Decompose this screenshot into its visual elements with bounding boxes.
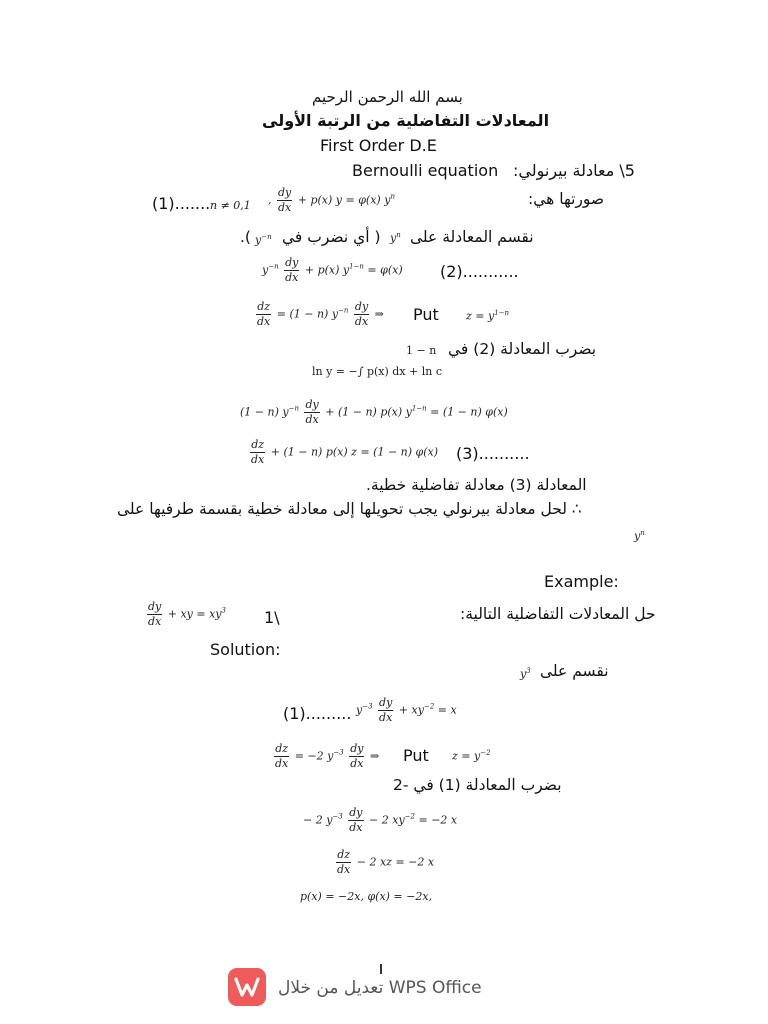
multiply-note-end: ).: [240, 228, 251, 246]
section-title-arabic: 5\ معادلة بيرنولي:: [513, 161, 635, 180]
equation-1-tag: (1).......: [152, 194, 211, 213]
multiplier-one-minus-n: 1 − n: [406, 344, 437, 357]
basmala: بسم الله الرحمن الرحيم: [312, 88, 463, 106]
wps-footer[interactable]: [228, 966, 498, 1010]
divide-by-term: $y^3$: [520, 667, 531, 681]
dz-dx-relation: $\frac{dz}{dx}$ = (1 − n) $y^{-n}$ $\frac{dy}{dx}$ ⇒: [257, 300, 384, 328]
substitution: $z = y^{1-n}$: [466, 309, 510, 323]
therefore-statement: ∴ لحل معادلة بيرنولي يجب تحويلها إلى معادلة خطية بقسمة طرفيها على: [117, 500, 582, 518]
example-put-label: Put: [403, 746, 429, 765]
equation-3-tag: (3)..........: [456, 444, 530, 463]
wps-logo-icon: [228, 968, 266, 1006]
form-label: صورتها هي:: [528, 190, 605, 208]
example-equation: $\frac{dy}{dx}$ + xy = $xy^3$: [148, 600, 226, 628]
multiply-statement: بضرب المعادلة (2) في: [448, 340, 597, 358]
multiplied-equation: (1 − n) $y^{-n}$ $\frac{dy}{dx}$ + (1 − n) p(x) $y^{1-n} = (1 - n)$ φ(x): [240, 398, 508, 426]
linear-statement: المعادلة (3) معادلة تفاضلية خطية.: [366, 476, 587, 494]
put-label: Put: [413, 305, 439, 324]
multiply-note: ( أي نضرب في: [282, 228, 381, 246]
document-title-english: First Order D.E: [320, 136, 437, 155]
example-p-phi: p(x) = −2x, φ(x) = −2x,: [300, 890, 433, 903]
example-multiply-statement: بضرب المعادلة (1) في -2: [393, 776, 562, 794]
example-linear-eq: $\frac{dz}{dx}$ − 2 xz = −2 x: [337, 848, 435, 876]
example-substitution: $z = y^{-2}$: [452, 749, 491, 763]
example-dz-relation: $\frac{dz}{dx}$ = −2 $y^{-3}$ $\frac{dy}{dx}$ ⇒: [275, 742, 380, 770]
divide-by-statement: نقسم على: [540, 662, 609, 680]
equation-2: $y^{-n}$ $\frac{dy}{dx}$ + p(x) $y^{1-n} = \varphi(x)$: [262, 256, 403, 284]
wps-edit-link[interactable]: تعديل من خلال WPS Office: [278, 978, 482, 998]
equation-2-tag: (2)...........: [440, 262, 519, 281]
bernoulli-general-form: , $\frac{dy}{dx}$ + p(x) y = φ(x) $y^n$: [268, 186, 395, 214]
example-multiplied-eq: − 2 $y^{-3}$ $\frac{dy}{dx}$ − 2 $xy^{-2} = -2$ x: [303, 806, 458, 834]
divide-term: $y^n$: [390, 231, 401, 245]
equation-1-condition: n ≠ 0,1: [210, 199, 251, 212]
example-number: 1\: [264, 608, 280, 627]
example-eq1-tag: (1).........: [283, 704, 352, 723]
integrating-note: ln y = −∫ p(x) dx + ln c: [312, 365, 443, 378]
example-eq1: $y^{-3}$ $\frac{dy}{dx}$ + $xy^{-2} = x$: [356, 696, 457, 724]
solve-statement: حل المعادلات التفاضلية التالية:: [460, 605, 656, 623]
solution-label: Solution:: [210, 640, 281, 659]
y-power-n: $y^n$: [634, 529, 645, 543]
document-title-arabic: المعادلات التفاضلية من الرتبة الأولى: [262, 111, 550, 130]
section-title-english: Bernoulli equation: [352, 161, 499, 180]
example-heading: Example:: [544, 572, 619, 591]
divide-statement: نقسم المعادلة على: [410, 228, 534, 246]
multiply-term: $y^{-n}$: [255, 233, 272, 247]
equation-3: $\frac{dz}{dx}$ + (1 − n) p(x) z = (1 − n) φ(x): [251, 438, 439, 466]
